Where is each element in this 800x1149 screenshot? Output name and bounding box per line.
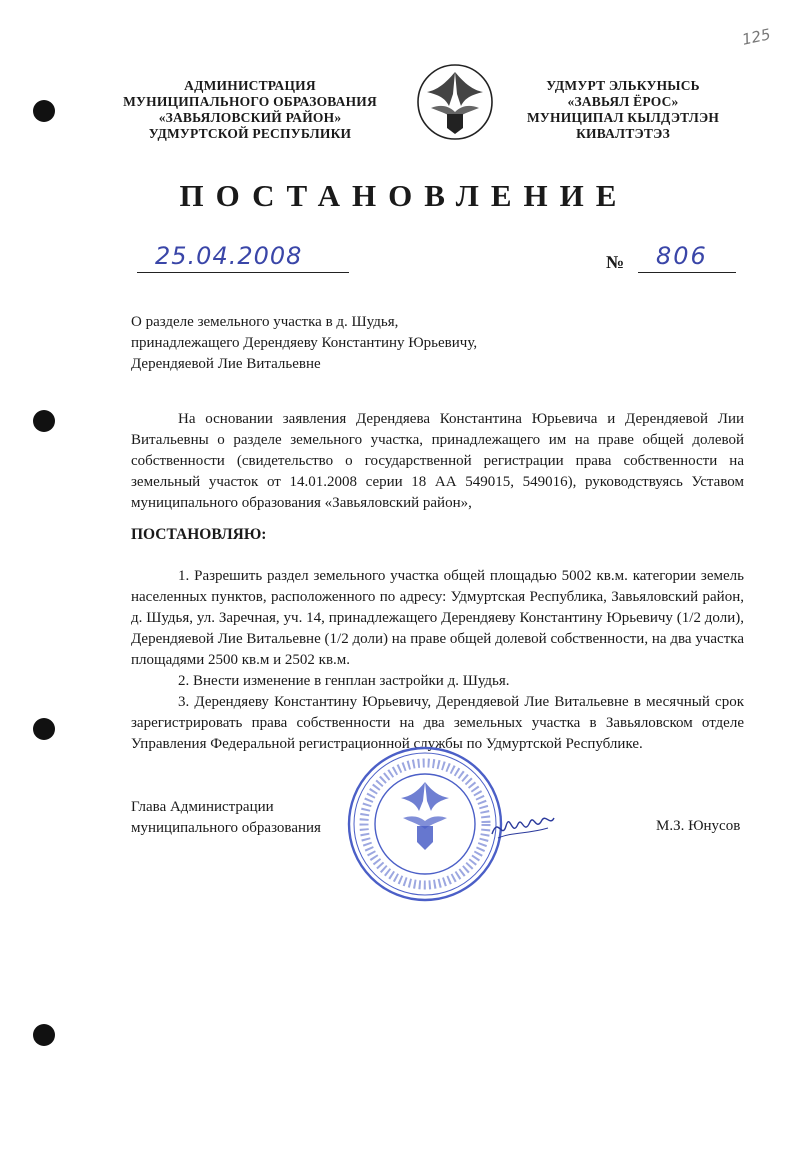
header-right-line: КИВАЛТЭТЭЗ xyxy=(576,126,670,141)
header-left-line: УДМУРТСКОЙ РЕСПУБЛИКИ xyxy=(148,126,352,141)
decree-item: 1. Разрешить раздел земельного участка общей площадью 5002 кв.м. категории земель населенных пунктов, расположенного по адресу: Удмуртская Республика, Завьяловский район, д. Шудья, ул. Заречная, уч. 14, принадлежащего Дерендяеву Константину Юрьевичу (1/2 доли), Дерендяевой Лие Витальевне (1/2 доли) на праве общей долевой собственности, на два участка площадями 2500 кв.м и 2502 кв.м. xyxy=(131,568,744,668)
header-left-line: МУНИЦИПАЛЬНОГО ОБРАЗОВАНИЯ xyxy=(123,94,377,109)
signatory-name: М.З. Юнусов xyxy=(656,818,741,834)
subject-block xyxy=(131,312,551,375)
decree-label: ПОСТАНОВЛЯЮ: xyxy=(131,526,267,543)
document-title: ПОСТАНОВЛЕНИЕ xyxy=(179,178,629,213)
signatory-position xyxy=(131,797,321,839)
header-right-line: МУНИЦИПАЛ КЫЛДЭТЛЭН xyxy=(526,110,720,125)
punch-hole xyxy=(33,1024,55,1046)
decree-items xyxy=(131,566,744,755)
decree-item: 2. Внести изменение в генплан застройки д. Шудья. xyxy=(178,673,510,689)
number-label: № xyxy=(606,252,625,272)
header-right-line: «ЗАВЬЯЛ ЁРОС» xyxy=(567,94,679,109)
subject-line: принадлежащего Дерендяеву Константину Юрьевичу, xyxy=(131,335,478,351)
header-left-line: «ЗАВЬЯЛОВСКИЙ РАЙОН» xyxy=(158,110,342,125)
decree-item: 3. Дерендяеву Константину Юрьевичу, Дерендяевой Лие Витальевне в месячный срок зарегистрировать права собственности на два земельных участка в Завьяловском отделе Управления Федеральной регистрационной службы по Удмуртской Республике. xyxy=(131,694,744,752)
signature-icon xyxy=(488,806,558,846)
punch-hole xyxy=(33,718,55,740)
official-seal-icon xyxy=(345,744,505,904)
header-right-line: УДМУРТ ЭЛЬКУНЫСЬ xyxy=(546,78,700,93)
subject-line: Дерендяевой Лие Витальевне xyxy=(131,356,321,372)
date-handwritten: 25.04.2008 xyxy=(155,242,303,270)
number-handwritten: 806 xyxy=(656,242,708,270)
subject-line: О разделе земельного участка в д. Шудья, xyxy=(131,314,399,330)
preamble-paragraph: На основании заявления Дерендяева Константина Юрьевича и Дерендяевой Лии Витальевны о разделе земельного участка, принадлежащего им на праве общей долевой собственности (свидетельство о государственной регистрации права собственности на земельный участок от 14.01.2008 серии 18 АА 549015, 549016), руководствуясь Уставом муниципального образования «Завьяловский район», xyxy=(131,411,744,511)
header-left-russian xyxy=(110,78,390,142)
punch-hole xyxy=(33,410,55,432)
date-field xyxy=(137,244,349,273)
signatory-position-line: муниципального образования xyxy=(131,820,321,836)
number-field xyxy=(638,244,736,273)
emblem-icon xyxy=(415,62,495,142)
header-left-line: АДМИНИСТРАЦИЯ xyxy=(184,78,316,93)
handwritten-page-number: 125 xyxy=(740,25,773,49)
punch-hole xyxy=(33,100,55,122)
signatory-position-line: Глава Администрации xyxy=(131,799,274,815)
header-right-udmurt xyxy=(488,78,758,142)
